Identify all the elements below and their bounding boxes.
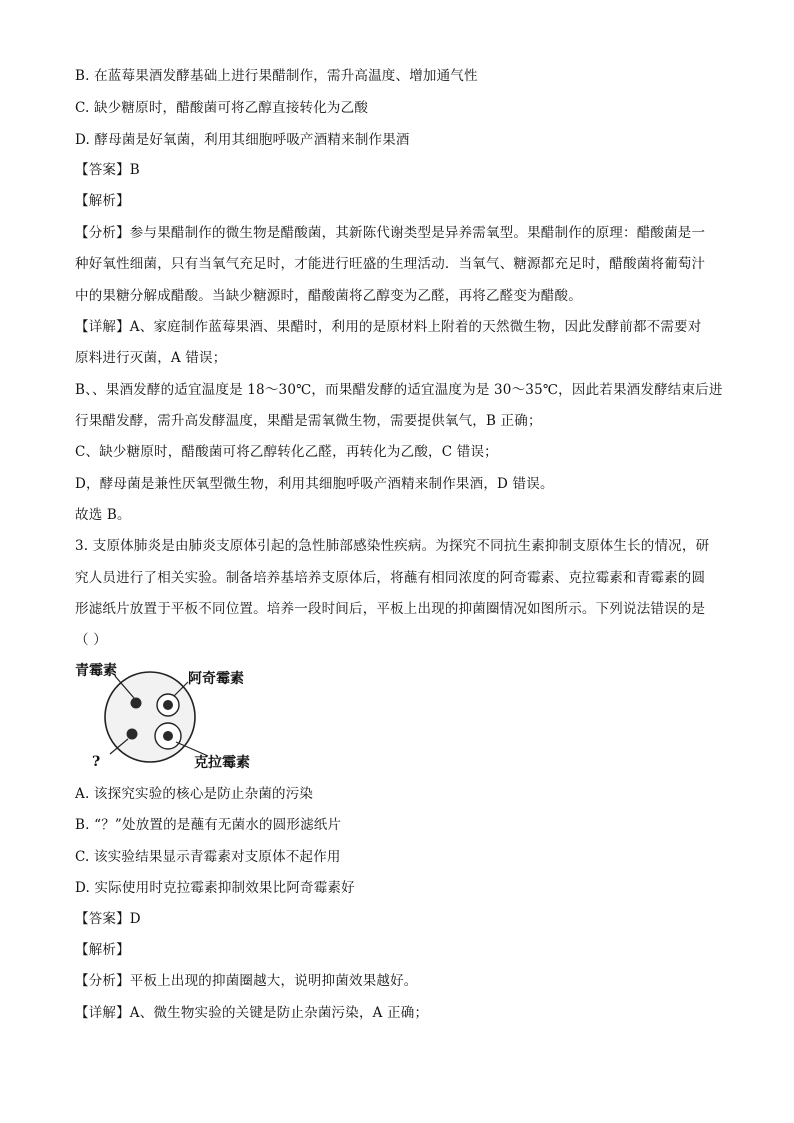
option-b: B. “？”处放置的是蘸有无菌水的圆形滤纸片 <box>75 817 342 833</box>
analysis-text: 中的果糖分解成醋酸。当缺少糖源时，醋酸菌将乙醇变为乙醛，再将乙醛变为醋酸。 <box>75 288 582 304</box>
unknown-label: ? <box>92 754 101 770</box>
answer-line: 【答案】D <box>75 911 141 927</box>
detail-text: 行果醋发酵，需升高发酵温度，果醋是需氧微生物，需要提供氧气，B 正确； <box>75 413 542 429</box>
option-b: B. 在蓝莓果酒发酵基础上进行果醋制作，需升高温度、增加通气性 <box>75 68 478 84</box>
question-text: 形滤纸片放置于平板不同位置。培养一段时间后，平板上出现的抑菌圈情况如图所示。下列说法错误的是 <box>75 601 706 617</box>
detail-text: 原料进行灭菌，A 错误； <box>75 350 227 366</box>
analysis-text: 【分析】平板上出现的抑菌圈越大，说明抑菌效果越好。 <box>75 973 418 989</box>
option-d: D. 酵母菌是好氧菌，利用其细胞呼吸产酒精来制作果酒 <box>75 132 410 148</box>
detail-text: D，酵母菌是兼性厌氧型微生物，利用其细胞呼吸产酒精来制作果酒，D 错误。 <box>75 476 554 492</box>
option-c: C. 该实验结果显示青霉素对支原体不起作用 <box>75 849 341 865</box>
option-d: D. 实际使用时克拉霉素抑制效果比阿奇霉素好 <box>75 880 355 896</box>
azithromycin-disc <box>163 700 173 710</box>
analysis-heading: 【解析】 <box>75 942 130 958</box>
analysis-heading: 【解析】 <box>75 193 130 209</box>
penicillin-disc <box>131 698 142 709</box>
conclusion-text: 故选 B。 <box>75 507 131 523</box>
penicillin-label: 青霉素 <box>75 663 117 679</box>
option-c: C. 缺少糖原时，醋酸菌可将乙醇直接转化为乙酸 <box>75 100 369 116</box>
clarithromycin-label: 克拉霉素 <box>194 755 250 771</box>
petri-dish <box>105 672 195 762</box>
answer-line: 【答案】B <box>75 162 140 178</box>
analysis-text: 【分析】参与果醋制作的微生物是醋酸菌，其新陈代谢类型是异养需氧型。果醋制作的原理：醋酸菌是一 <box>75 225 706 241</box>
question-text: 究人员进行了相关实验。制备培养基培养支原体后，将蘸有相同浓度的阿奇霉素、克拉霉素和青霉素的圆 <box>75 570 706 586</box>
detail-text: 【详解】A、微生物实验的关键是防止杂菌污染，A 正确； <box>75 1005 429 1021</box>
detail-text: 【详解】A、家庭制作蓝莓果酒、果醋时，利用的是原材料上附着的天然微生物，因此发酵前都不需要对 <box>75 319 702 335</box>
detail-text: B、、果酒发酵的适宜温度是 18～30℃，而果醋发酵的适宜温度为是 30～35℃，因此若果酒发酵结束后进 <box>75 382 723 398</box>
petri-dish-figure <box>70 654 270 776</box>
clarithromycin-disc <box>163 731 173 741</box>
unknown-disc <box>127 729 138 740</box>
question-text: 3. 支原体肺炎是由肺炎支原体引起的急性肺部感染性疾病。为探究不同抗生素抑制支原体生长的情况，研 <box>75 538 710 554</box>
option-a: A. 该探究实验的核心是防止杂菌的污染 <box>75 786 314 802</box>
detail-text: C、缺少糖原时，醋酸菌可将乙醇转化乙醛，再转化为乙酸，C 错误； <box>75 444 498 460</box>
analysis-text: 种好氧性细菌，只有当氧气充足时，才能进行旺盛的生理活动．当氧气、糖源都充足时，醋酸菌将葡萄汁 <box>75 256 706 272</box>
azithromycin-label: 阿奇霉素 <box>188 671 244 687</box>
answer-blank: （ ） <box>75 632 107 648</box>
